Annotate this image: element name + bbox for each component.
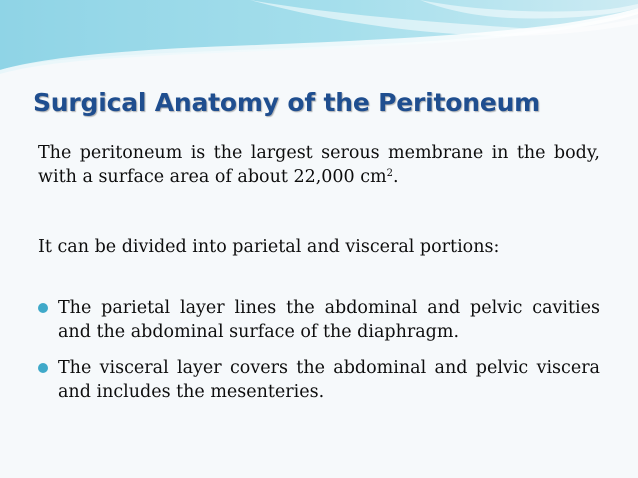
intro-superscript: 2 [386, 168, 394, 179]
bullet-item-visceral [38, 356, 600, 404]
slide-title: Surgical Anatomy of the Peritoneum [33, 88, 541, 117]
bullet-dot-icon [38, 363, 48, 373]
bullet-item-parietal [38, 296, 600, 344]
intro-suffix: . [393, 167, 399, 187]
bullet-list [38, 296, 600, 404]
bullet-text: The visceral layer covers the abdominal and pelvic viscera and includes the mesenteries. [58, 358, 600, 402]
wave-header-decoration [0, 0, 638, 80]
bullet-text: The parietal layer lines the abdominal and pelvic cavities and the abdominal surface of the diaphragm. [58, 298, 600, 342]
division-paragraph: It can be divided into parietal and visceral portions: [38, 237, 500, 257]
intro-paragraph [38, 141, 600, 189]
intro-text: The peritoneum is the largest serous membrane in the body, with a surface area of about 22,000 cm [38, 143, 600, 187]
slide-body [38, 141, 600, 416]
bullet-dot-icon [38, 303, 48, 313]
